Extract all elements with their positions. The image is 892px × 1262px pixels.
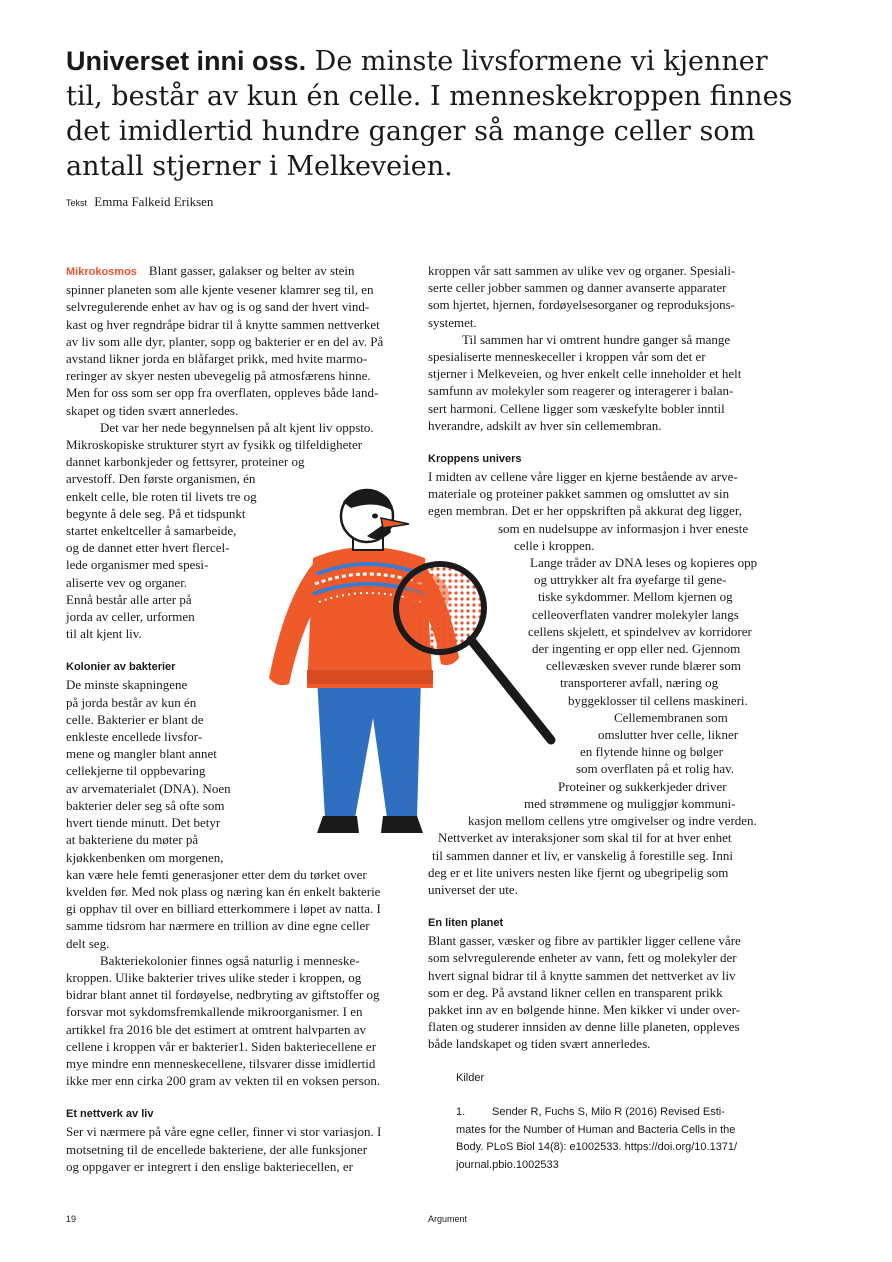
text-line: reringer av skyer nesten ubevegelig på atmosfærens hinne. xyxy=(66,368,371,384)
text-line: I midten av cellene våre ligger en kjerne bestående av arve- xyxy=(428,469,738,485)
text-line: og uttrykker alt fra øyefarge til gene- xyxy=(534,572,727,588)
text-line: Lange tråder av DNA leses og kopieres opp xyxy=(530,555,758,571)
text-line: egen membran. Det er her oppskriften på akkurat deg ligger, xyxy=(428,503,742,519)
page-number: 19 xyxy=(66,1214,77,1224)
text-line: cellevæsken svever runde blærer som xyxy=(546,658,741,674)
reference-number: 1. xyxy=(456,1106,466,1119)
text-line: stjerner i Melkeveien, og hver enkelt celle inneholder et helt xyxy=(428,366,742,382)
text-line: til alt kjent liv. xyxy=(66,626,142,642)
text-line: med strømmene og muliggjør kommuni- xyxy=(524,795,736,811)
text-line: enkleste encellede livsfor- xyxy=(66,729,203,745)
text-line: De minste skapningene xyxy=(66,677,188,693)
text-line: som en nudelsuppe av informasjon i hver eneste xyxy=(498,520,749,536)
text-line: pakket inn av en bølgende hinne. Men kikker vi under over- xyxy=(428,1001,741,1017)
article-headline xyxy=(66,44,796,184)
text-line: både landskapet og tiden svært annerledes. xyxy=(428,1036,651,1052)
sources-label: Kilder xyxy=(456,1071,485,1084)
text-line: spesialiserte menneskeceller i kroppen vår som det er xyxy=(428,349,706,365)
text-line: celleoverflaten vandrer molekyler langs xyxy=(532,606,739,622)
text-line: celle. Bakterier er blant de xyxy=(66,711,204,727)
text-line: ikke mer enn cirka 200 gram av vekten til en voksen person. xyxy=(66,1073,381,1089)
text-line: skapet og tiden svært annerledes. xyxy=(66,402,239,418)
text-line: enkelt celle, ble roten til livets tre og xyxy=(66,488,257,504)
paragraph-colonies xyxy=(66,952,406,1090)
text-line: kvelden før. Med nok plass og næring kan én enkelt bakterie xyxy=(66,883,381,899)
text-line: Mikrokosmos Blant gasser, galakser og belter av stein xyxy=(66,263,355,278)
text-line: spinner planeten som alle kjente vesener klamrer seg til, en xyxy=(66,282,374,298)
text-line: mates for the Number of Human and Bacteria Cells in the xyxy=(456,1123,736,1136)
text-line: kasjon mellom cellens ytre omgivelser og indre verden. xyxy=(468,813,757,829)
byline xyxy=(66,194,213,210)
text-line: 1. Sender R, Fuchs S, Milo R (2016) Revised Esti- xyxy=(456,1104,768,1122)
text-line: cellens skjelett, et spindelvev av korridorer xyxy=(528,623,752,639)
text-line: Til sammen har vi omtrent hundre ganger så mange xyxy=(462,331,731,347)
text-line: av liv som alle dyr, planter, sopp og bakterier er en del av. På xyxy=(66,333,384,349)
text-line: byggeklosser til cellens maskineri. xyxy=(568,692,748,708)
text-line: Nettverket av interaksjoner som skal til for at hver enhet xyxy=(438,830,732,846)
text-line: og oppgaver er integrert i den enslige bakteriecellen, er xyxy=(66,1158,353,1174)
text-line: selvregulerende enhet av hav og is og sand der hvert vind- xyxy=(66,299,370,315)
text-line: kroppen vår satt sammen av ulike vev og organer. Spesiali- xyxy=(428,263,736,278)
text-line: artikkel fra 2016 ble det estimert at omtrent halvparten av xyxy=(66,1021,366,1037)
text-line: kast og hver regndråpe bidrar til å knytte sammen nettverket xyxy=(66,316,380,332)
text-line: systemet. xyxy=(428,314,477,330)
section-kicker: Mikrokosmos xyxy=(66,266,137,278)
text-line: cellene i kroppen vår er bakterier1. Siden bakteriecellene er xyxy=(66,1038,377,1054)
text-line: startet enkeltceller å samarbeide, xyxy=(66,523,237,539)
byline-label: Tekst xyxy=(66,198,88,208)
text-line: av arvematerialet (DNA). Noen xyxy=(66,780,231,796)
text-line: delt seg. xyxy=(66,935,110,951)
text-line: at bakteriene du møter på xyxy=(66,832,199,848)
text-line: universet der ute. xyxy=(428,881,518,897)
text-line: kjøkkenbenken om morgenen, xyxy=(66,849,224,865)
headline-rest: De minste livsformene vi kjenner til, består av kun én celle. I menneskekroppen finnes det imidlertid hundre ganger så mange celler som antall stjerner i Melkeveien. xyxy=(66,46,793,182)
text-line: samme tidsrom har nærmere en trillion av dine egne celler xyxy=(66,918,370,934)
man-with-magnifying-glass-illustration xyxy=(255,488,560,838)
sources xyxy=(428,1070,768,1175)
section-heading-network: Et nettverk av liv xyxy=(66,1108,154,1121)
text-line: begynte å dele seg. På et tidspunkt xyxy=(66,505,246,521)
text-line: jorda av celler, urformen xyxy=(66,609,195,625)
text-line: Cellemembranen som xyxy=(614,709,728,725)
text-line: Blant gasser, væsker og fibre av partikler ligger cellene våre xyxy=(428,933,741,949)
text-line: bidrar blant annet til fordøyelse, nedbryting av giftstoffer og xyxy=(66,987,380,1003)
text-line: som hjertet, hjernen, fordøyelsesorganer og reproduksjons- xyxy=(428,297,735,313)
paragraph-network xyxy=(66,1123,406,1175)
text-line: Bakteriekolonier finnes også naturlig i menneske- xyxy=(100,952,360,968)
text-line: lede organismer med spesi- xyxy=(66,557,209,573)
paragraph-planet xyxy=(428,932,768,1052)
section-heading-planet: En liten planet xyxy=(428,917,504,930)
paragraph-cells xyxy=(428,331,768,434)
text-line: gi opphav til over en billiard etterkommere i løpet av natta. I xyxy=(66,901,381,917)
text-line: Det var her nede begynnelsen på alt kjent liv oppsto. xyxy=(100,419,374,435)
text-line: dannet karbonkjeder og fettsyrer, proteiner og xyxy=(66,454,305,470)
paragraph-mikrokosmos xyxy=(66,262,406,419)
text-line: arvestoff. Den første organismen, én xyxy=(66,471,256,487)
text-line: kan være hele femti generasjoner etter dem du tørket over xyxy=(66,866,367,882)
text-line: aliserte vev og organer. xyxy=(66,574,188,590)
text-line: bakterier deler seg så ofte som xyxy=(66,797,225,813)
text-line: samfunn av molekyler som reagerer og interagerer i balan- xyxy=(428,383,734,399)
text-line: der ingenting er opp eller ned. Gjennom xyxy=(532,641,741,657)
text-line: journal.pbio.1002533 xyxy=(456,1158,559,1171)
publication-name: Argument xyxy=(428,1214,468,1224)
text-line: mye mindre enn menneskecellene, tilsvarer disse imidlertid xyxy=(66,1055,376,1071)
text-line: avstand likner jorda en blåfarget prikk, med hvite marmo- xyxy=(66,351,368,367)
paragraph-organs xyxy=(428,262,768,331)
text-line: motsetning til de encellede bakteriene, der alle funksjoner xyxy=(66,1141,368,1157)
text-line: forsvar mot sykdomsfremkallende mikroorganismer. I en xyxy=(66,1004,363,1020)
text-line: Body. PLoS Biol 14(8): e1002533. https://doi.org/10.1371/ xyxy=(456,1141,738,1154)
text-line: flaten og studerer innsiden av denne lille planeten, oppleves xyxy=(428,1019,740,1035)
text-line: celle i kroppen. xyxy=(514,537,595,553)
section-heading-body: Kroppens univers xyxy=(428,453,522,466)
text-line: på jorda består av kun én xyxy=(66,694,197,710)
text-line: som overflaten på et rolig hav. xyxy=(576,761,734,777)
text-line: Ennå består alle arter på xyxy=(66,591,192,607)
text-line: materiale og proteiner pakket sammen og omsluttet av sin xyxy=(428,486,730,502)
text-line: omslutter hver celle, likner xyxy=(598,727,739,743)
text-line: Men for oss som ser opp fra overflaten, oppleves både land- xyxy=(66,385,379,401)
text-line: Mikroskopiske strukturer styrt av fysikk og tilfeldigheter xyxy=(66,437,363,453)
text-line: deg er et lite univers nesten like fjernt og ubegripelig som xyxy=(428,864,729,880)
text-line: serte celler jobber sammen og danner avanserte apparater xyxy=(428,280,727,296)
text-line: til sammen danner et liv, er vanskelig å forestille seg. Inni xyxy=(432,847,733,863)
text-line: og de dannet etter hvert flercel- xyxy=(66,540,230,556)
text-line: Proteiner og sukkerkjeder driver xyxy=(558,778,727,794)
text-line: hverandre, adskilt av hver sin cellemembran. xyxy=(428,417,662,433)
text-line: transporterer avfall, næring og xyxy=(560,675,719,691)
text-line: sert harmoni. Cellene ligger som væskefylte bobler inntil xyxy=(428,400,725,416)
text-line: som er deg. På avstand likner cellen en transparent prikk xyxy=(428,984,723,1000)
section-heading-bacteria: Kolonier av bakterier xyxy=(66,661,176,674)
text-line: Ser vi nærmere på våre egne celler, finner vi stor variasjon. I xyxy=(66,1124,382,1140)
reference-item xyxy=(456,1104,768,1174)
byline-author: Emma Falkeid Eriksen xyxy=(94,194,214,209)
text-line: en flytende hinne og bølger xyxy=(580,744,723,760)
text-line: cellekjerne til oppbevaring xyxy=(66,763,206,779)
text-line: kroppen. Ulike bakterier trives ulike steder i kroppen, og xyxy=(66,969,362,985)
headline-lead: Universet inni oss. xyxy=(66,46,307,76)
text-line: mene og mangler blant annet xyxy=(66,746,217,762)
text-line: hvert tiende minutt. Det betyr xyxy=(66,815,221,831)
text-line: tiske sykdommer. Mellom kjernen og xyxy=(538,589,733,605)
text-line: hvert signal bidrar til å knytte sammen det nettverket av liv xyxy=(428,967,736,983)
text-line: som selvregulerende enheter av vann, fett og molekyler der xyxy=(428,950,737,966)
